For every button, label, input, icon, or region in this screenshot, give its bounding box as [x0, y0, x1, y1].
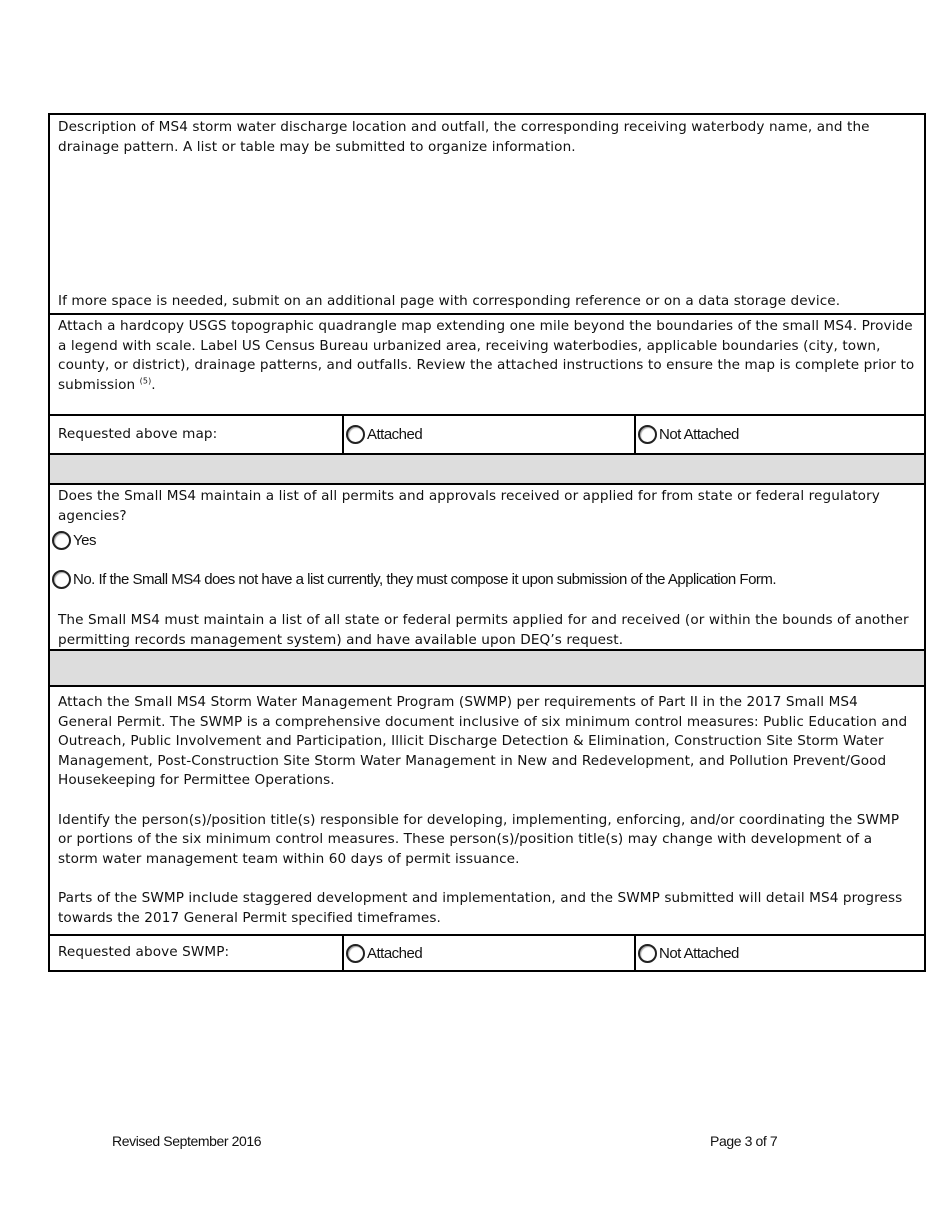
swmp-request-row — [50, 934, 924, 970]
permits-no-radio[interactable] — [52, 570, 71, 589]
application-form-table — [48, 113, 926, 972]
map-attached-label: Attached — [367, 426, 423, 443]
swmp-not-attached-label: Not Attached — [659, 944, 739, 962]
outfall-description-section[interactable] — [50, 115, 924, 313]
swmp-section — [50, 685, 924, 934]
permits-list-section — [50, 483, 924, 649]
page-number: Page 3 of 7 — [710, 1133, 778, 1149]
swmp-attached-option[interactable] — [342, 936, 634, 970]
outfall-description-text: Description of MS4 storm water discharge location and outfall, the corresponding receiving waterbody name, and the drainage pattern. A list or table may be submitted to organize information. — [58, 119, 870, 155]
permits-no-label: No. If the Small MS4 does not have a list currently, they must compose it upon submission of the Application Form. — [73, 571, 777, 588]
map-attached-option[interactable] — [342, 416, 634, 453]
map-instructions-section — [50, 313, 924, 414]
permits-yes-label: Yes — [73, 532, 96, 549]
permits-no-option[interactable] — [52, 570, 776, 589]
map-instructions-body: Attach a hardcopy USGS topographic quadrangle map extending one mile beyond the boundaries of the small MS4. Provide a legend with scale. Label US Census Bureau urbanized area, receiving waterbodies, applicable boundaries (city, town, county, or district), drainage patterns, and outfalls. Review the attached instructions to ensure the map is complete prior to submission — [58, 318, 915, 393]
map-not-attached-radio[interactable] — [638, 425, 657, 444]
swmp-paragraph-2: Identify the person(s)/position title(s) responsible for developing, implementing, enforcing, and/or coordinating the SWMP or portions of the six minimum control measures. These person(s)/position title(s) may change with development of a storm water management team within 60 days of permit issuance. — [58, 811, 900, 867]
swmp-request-label: Requested above SWMP: — [58, 944, 230, 961]
swmp-paragraph-3: Parts of the SWMP include staggered development and implementation, and the SWMP submitted will detail MS4 progress towards the 2017 General Permit specified timeframes. — [58, 890, 903, 926]
permits-yes-radio[interactable] — [52, 531, 71, 550]
map-not-attached-option[interactable] — [634, 416, 924, 453]
footnote-5: (5) — [139, 375, 152, 385]
swmp-not-attached-radio[interactable] — [638, 944, 657, 963]
permits-question: Does the Small MS4 maintain a list of all permits and approvals received or applied for from state or federal regulatory agencies? — [58, 488, 880, 524]
permits-note: The Small MS4 must maintain a list of all state or federal permits applied for and received (or within the bounds of another permitting records management system) and have available upon DEQ’s request. — [58, 612, 909, 648]
swmp-paragraph-1: Attach the Small MS4 Storm Water Management Program (SWMP) per requirements of Part II in the 2017 Small MS4 General Permit. The SWMP is a comprehensive document inclusive of six minimum control measures: Public Education and Outreach, Public Involvement and Participation, Illicit Discharge Detection & Elimination, Construction Site Storm Water Management, Post-Construction Site Storm Water Management in New and Redevelopment, and Pollution Prevent/Good Housekeeping for Permittee Operations. — [58, 694, 908, 788]
map-instructions-end: . — [151, 376, 156, 393]
map-not-attached-label: Not Attached — [659, 426, 739, 443]
shaded-divider-1 — [50, 453, 924, 483]
map-instructions-text — [58, 317, 916, 395]
revision-date: Revised September 2016 — [112, 1133, 262, 1149]
swmp-not-attached-option[interactable] — [634, 936, 924, 970]
swmp-attached-label: Attached — [367, 944, 423, 962]
map-request-label: Requested above map: — [58, 425, 218, 442]
shaded-divider-2 — [50, 649, 924, 685]
additional-space-note: If more space is needed, submit on an additional page with corresponding reference or on a data storage device. — [58, 292, 841, 309]
permits-yes-option[interactable] — [52, 531, 96, 550]
map-attached-radio[interactable] — [346, 425, 365, 444]
map-request-row — [50, 414, 924, 453]
swmp-attached-radio[interactable] — [346, 944, 365, 963]
